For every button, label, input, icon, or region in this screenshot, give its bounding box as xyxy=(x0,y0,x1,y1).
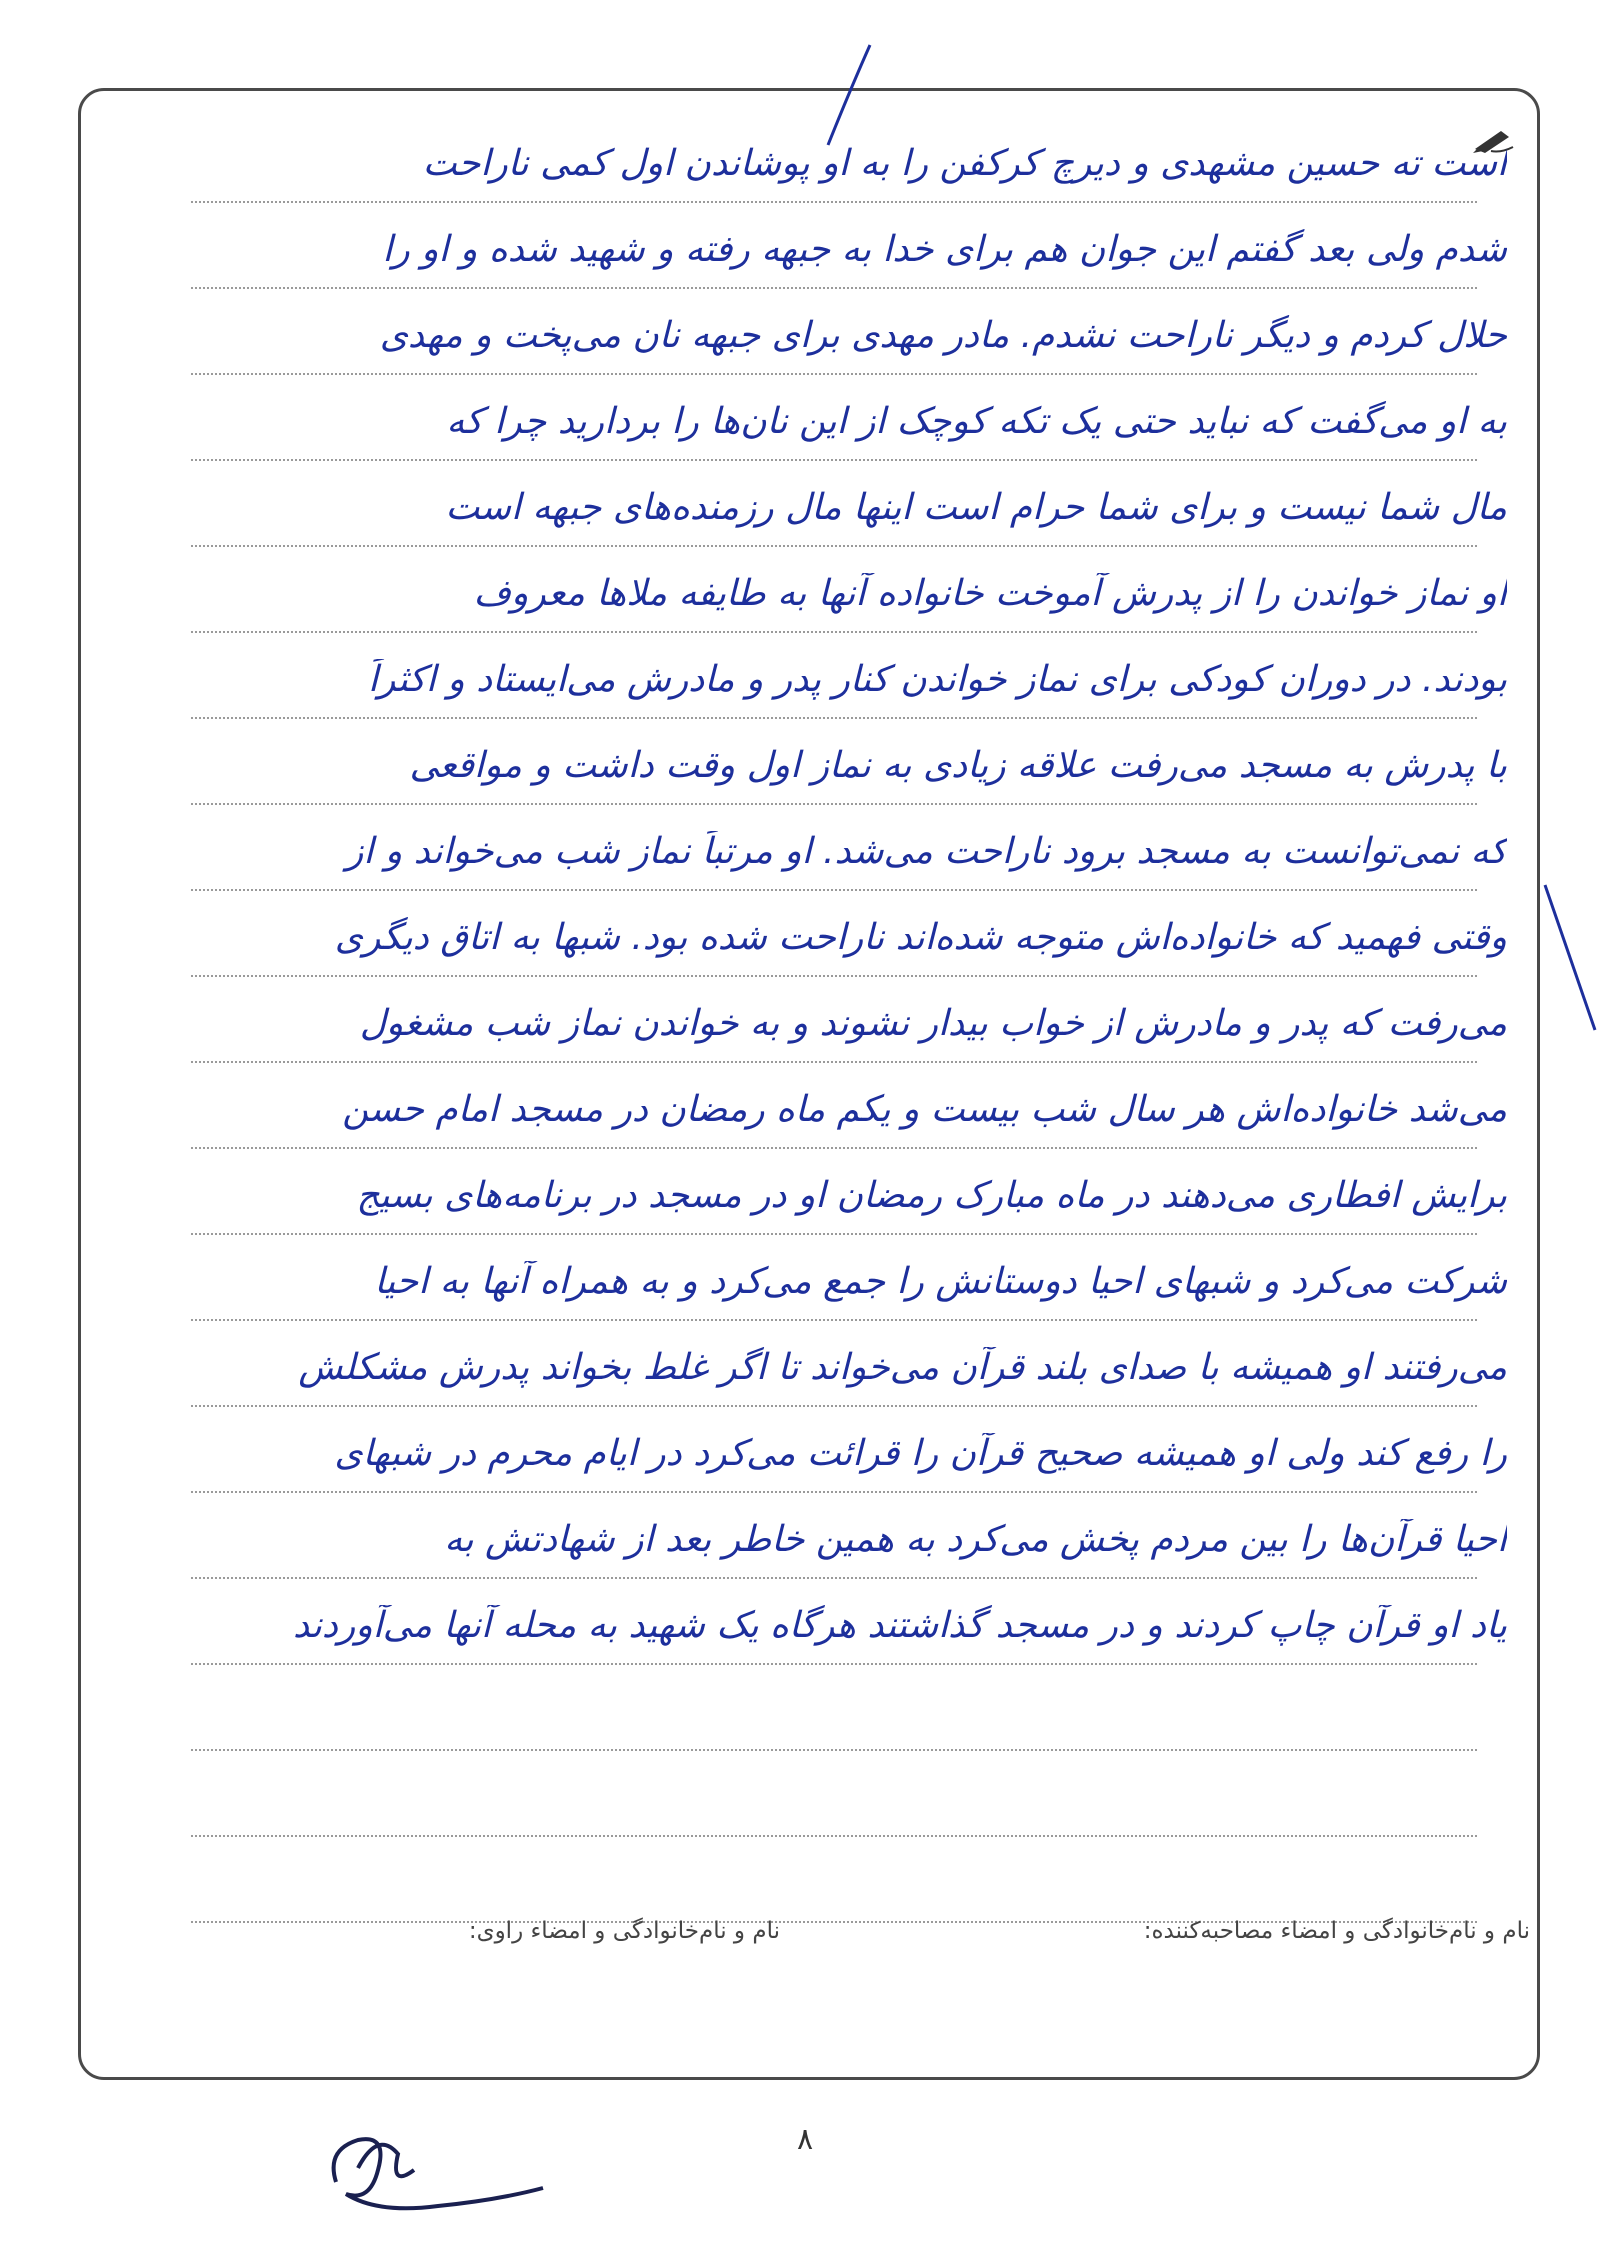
ruled-line xyxy=(191,1749,1477,1751)
ruled-line xyxy=(191,1491,1477,1493)
interviewer-signature-label: نام و نام‌خانوادگی و امضاء مصاحبه‌کننده: xyxy=(1143,1918,1530,1944)
margin-stroke xyxy=(1540,880,1600,1040)
ruled-line xyxy=(191,1663,1477,1665)
handwritten-line: شرکت می‌کرد و شبهای احیا دوستانش را جمع می‌کرد و به همراه آنها به احیا xyxy=(374,1261,1507,1302)
ruled-line xyxy=(191,631,1477,633)
ruled-line xyxy=(191,545,1477,547)
ruled-line xyxy=(191,1405,1477,1407)
ruled-line xyxy=(191,1233,1477,1235)
handwritten-line: یاد او قرآن چاپ کردند و در مسجد گذاشتند هرگاه یک شهید به محله آنها می‌آوردند xyxy=(292,1605,1507,1646)
page-number: ۸ xyxy=(796,2122,814,2157)
handwritten-line: می‌رفت که پدر و مادرش از خواب بیدار نشوند و به خواندن نماز شب مشغول xyxy=(359,1003,1507,1044)
handwritten-line: که نمی‌توانست به مسجد برود ناراحت می‌شد. او مرتباً نماز شب می‌خواند و از xyxy=(346,831,1507,872)
ruled-line xyxy=(191,1835,1477,1837)
ruled-line xyxy=(191,1577,1477,1579)
handwritten-line: به او می‌گفت که نباید حتی یک تکه کوچک از این نان‌ها را بردارید چرا که xyxy=(446,401,1507,442)
ruled-line xyxy=(191,1147,1477,1149)
margin-stroke xyxy=(820,40,880,150)
handwritten-line: با پدرش به مسجد می‌رفت علاقه زیادی به نماز اول وقت داشت و مواقعی xyxy=(409,745,1507,786)
handwritten-line: حلال کردم و دیگر ناراحت نشدم. مادر مهدی برای جبهه نان می‌پخت و مهدی xyxy=(379,315,1507,356)
handwritten-line: را رفع کند ولی او همیشه صحیح قرآن را قرائت می‌کرد در ایام محرم در شبهای xyxy=(334,1433,1507,1474)
ruled-line xyxy=(191,373,1477,375)
handwritten-line: می‌شد خانواده‌اش هر سال شب بیست و یکم ماه رمضان در مسجد امام حسن xyxy=(342,1089,1507,1130)
handwritten-line: است ته حسین مشهدی و دیرچ کرکفن را به او پوشاندن اول کمی ناراحت xyxy=(422,143,1507,184)
handwritten-line: احیا قرآن‌ها را بین مردم پخش می‌کرد به همین خاطر بعد از شهادتش به xyxy=(444,1519,1507,1560)
narrator-signature-label: نام و نام‌خانوادگی و امضاء راوی: xyxy=(468,1918,780,1944)
ruled-line xyxy=(191,975,1477,977)
ruled-line xyxy=(191,889,1477,891)
ruled-line xyxy=(191,1061,1477,1063)
handwritten-line: بودند. در دوران کودکی برای نماز خواندن کنار پدر و مادرش می‌ایستاد و اکثراً xyxy=(368,659,1507,700)
handwritten-line: او نماز خواندن را از پدرش آموخت خانواده آنها به طایفه ملا‌ها معروف xyxy=(473,573,1507,614)
lined-area xyxy=(81,91,1537,2077)
handwritten-line: شدم ولی بعد گفتم این جوان هم برای خدا به جبهه رفته و شهید شده و او را xyxy=(382,229,1507,270)
ruled-line xyxy=(191,201,1477,203)
handwritten-line: وقتی فهمید که خانواده‌اش متوجه شده‌اند ناراحت شده بود. شبها به اتاق دیگری xyxy=(334,917,1507,958)
handwritten-line: مال شما نیست و برای شما حرام است اینها مال رزمنده‌های جبهه است xyxy=(445,487,1507,528)
ruled-line xyxy=(191,717,1477,719)
handwritten-line: برایش افطاری می‌دهند در ماه مبارک رمضان او در مسجد در برنامه‌های بسیج xyxy=(356,1175,1507,1216)
handwritten-line: می‌رفتند او همیشه با صدای بلند قرآن می‌خواند تا اگر غلط بخواند پدرش مشکلش xyxy=(298,1347,1507,1388)
ruled-line xyxy=(191,287,1477,289)
ruled-line xyxy=(191,1319,1477,1321)
page-frame xyxy=(78,88,1540,2080)
ruled-line xyxy=(191,803,1477,805)
ruled-line xyxy=(191,459,1477,461)
